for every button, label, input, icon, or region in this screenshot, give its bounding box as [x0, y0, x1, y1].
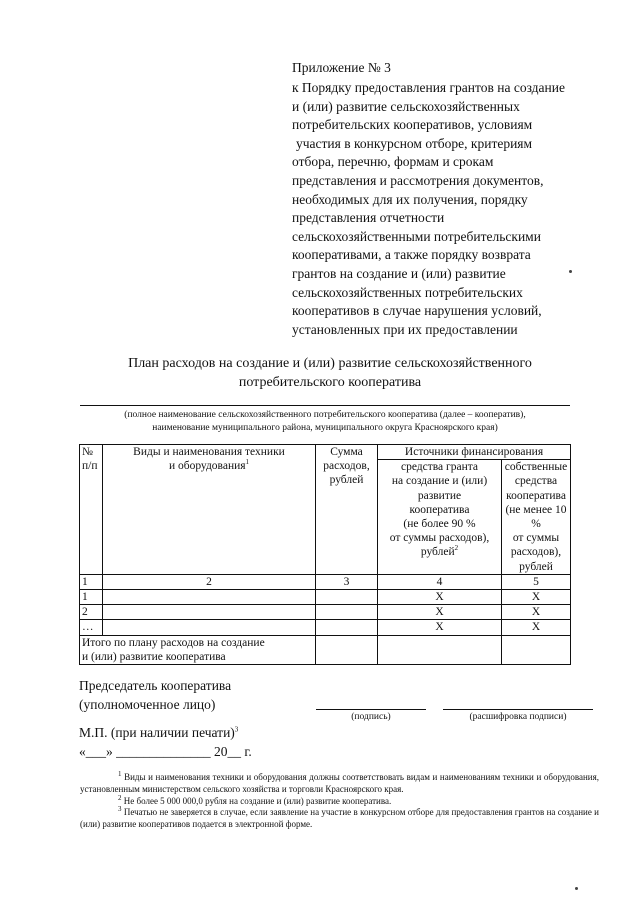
header-own [502, 460, 571, 575]
header-num [80, 445, 103, 575]
signature-decode-caption: (расшифровка подписи) [469, 712, 567, 722]
signature-decode-line[interactable] [443, 709, 593, 710]
header-num-line: п/п [82, 460, 98, 473]
appendix-line: представления отчетности [292, 210, 445, 226]
appendix-body [292, 79, 602, 339]
appendix-line: грантов на создание и (или) развитие [292, 265, 506, 281]
total-own-cell[interactable] [502, 635, 571, 664]
org-caption-line-1: (полное наименование сельскохозяйственного потребительского кооператива (далее – кооператив), [124, 410, 526, 420]
header-sum-line: рублей [329, 474, 364, 487]
header-grant-line: на создание и (или) [391, 475, 488, 488]
scan-speck [569, 270, 572, 273]
footnote-ref: 1 [245, 458, 250, 467]
scan-speck [575, 887, 578, 890]
row-num: 2 [80, 605, 103, 620]
column-number-row [80, 574, 571, 589]
header-own-line: (не менее 10 % [505, 503, 567, 531]
header-own-line: рублей [519, 560, 553, 573]
header-grant-line: развитие [417, 489, 462, 502]
header-types-line-1: Виды и наименования техники [133, 446, 285, 458]
header-sum-line: расходов, [323, 460, 370, 473]
plan-title-line-1: План расходов на создание и (или) развитие сельскохозяйственного [128, 356, 532, 371]
header-sum-line: Сумма [330, 446, 363, 458]
appendix-line: к Порядку предоставления грантов на создание [292, 80, 565, 95]
header-grant-line: (не более 90 % [403, 518, 476, 531]
appendix-title: Приложение № 3 [292, 60, 391, 75]
header-sum [316, 445, 378, 575]
appendix-line: кооперативов в случае нарушения условий, [292, 303, 542, 319]
footnote-ref: 2 [454, 544, 459, 553]
appendix-line: сельскохозяйственных потребительских [292, 284, 523, 300]
header-grant-line: кооператива [409, 503, 470, 516]
footnote-ref: 3 [234, 725, 239, 734]
footnotes [80, 772, 599, 831]
row-grant-cell: X [378, 590, 502, 605]
col-number: 2 [103, 574, 316, 589]
row-own-cell: X [502, 605, 571, 620]
row-own-cell: X [502, 590, 571, 605]
row-grant-cell: X [378, 605, 502, 620]
table-row [80, 620, 571, 635]
col-number: 5 [502, 574, 571, 589]
footnote-3: $^3$ Печатью не заверяется в случае, если заявление на участие в конкурсном отборе для предоставления грантов на создание и (или) развитие кооперативов подается в электронной форме. [80, 805, 599, 830]
header-grant-line: рублей$^2$ [420, 544, 459, 559]
org-caption-line-2: наименование муниципального района, муниципального округа Красноярского края) [152, 422, 498, 433]
footnote-1: $^1$ Виды и наименования техники и оборудования должны соответствовать видам и наименованиям техники и оборудования, установленным министерством сельского хозяйства и торговли Красноярского края. [80, 770, 599, 794]
row-num: … [80, 620, 103, 635]
row-num: 1 [80, 590, 103, 605]
table-total-row [80, 635, 571, 664]
row-types-cell[interactable] [103, 620, 316, 635]
org-name-line [80, 405, 570, 406]
plan-title [60, 354, 600, 392]
header-types-line-2: и оборудования$^1$ [168, 458, 250, 473]
total-grant-cell[interactable] [378, 635, 502, 664]
stamp-label: М.П. (при наличии печати)$^3$ [79, 725, 239, 740]
appendix-line: необходимых для их получения, порядку [292, 191, 528, 207]
chairman-label [79, 677, 231, 714]
row-sum-cell[interactable] [316, 605, 378, 620]
col-number: 4 [378, 574, 502, 589]
header-grant [378, 460, 502, 575]
header-own-line: кооператива [506, 489, 566, 502]
table-row [80, 590, 571, 605]
chairman-line-2: (уполномоченное лицо) [79, 696, 216, 712]
header-own-line: средства [514, 475, 558, 488]
appendix-line: отбора, перечню, формам и срокам [292, 154, 494, 170]
signature-line[interactable] [316, 709, 426, 710]
appendix-line: потребительских кооперативов, условиям [292, 117, 533, 133]
row-sum-cell[interactable] [316, 590, 378, 605]
signature-caption: (подпись) [351, 712, 391, 722]
plan-title-line-2: потребительского кооператива [238, 375, 422, 390]
date-line[interactable]: «___» ______________ 20__ г. [79, 744, 252, 759]
table-header-row [80, 445, 571, 460]
row-sum-cell[interactable] [316, 620, 378, 635]
total-label-line: и (или) развитие кооператива [82, 650, 226, 663]
appendix-line: установленных при их предоставлении [292, 321, 518, 337]
appendix-line: сельскохозяйственными потребительскими [292, 228, 541, 244]
footnote-2: $^2$ Не более 5 000 000,0 рубля на создание и (или) развитие кооператива. [118, 793, 392, 806]
header-num-line: № [82, 446, 93, 458]
appendix-line: представления и рассмотрения документов, [292, 172, 544, 188]
header-own-line: собственные [504, 461, 568, 474]
chairman-line-1: Председатель кооператива [79, 678, 232, 693]
appendix-line: кооперативами, а также порядку возврата [292, 247, 531, 263]
col-number: 3 [316, 574, 378, 589]
total-label [80, 635, 316, 664]
header-grant-line: от суммы расходов), [389, 532, 490, 545]
expense-plan-table [79, 444, 571, 665]
row-grant-cell: X [378, 620, 502, 635]
header-sources: Источники финансирования [378, 445, 571, 460]
row-types-cell[interactable] [103, 605, 316, 620]
row-own-cell: X [502, 620, 571, 635]
total-sum-cell[interactable] [316, 635, 378, 664]
header-own-line: расходов), [510, 546, 562, 559]
total-label-line: Итого по плану расходов на создание [82, 636, 265, 649]
appendix-line: и (или) развитие сельскохозяйственных [292, 98, 520, 114]
appendix-line: участия в конкурсном отборе, критериям [296, 135, 533, 151]
header-own-line: от суммы [512, 532, 560, 545]
header-types [103, 445, 316, 575]
org-name-caption [78, 409, 572, 434]
header-grant-line: средства гранта [400, 461, 479, 474]
table-row [80, 605, 571, 620]
row-types-cell[interactable] [103, 590, 316, 605]
col-number: 1 [80, 574, 103, 589]
